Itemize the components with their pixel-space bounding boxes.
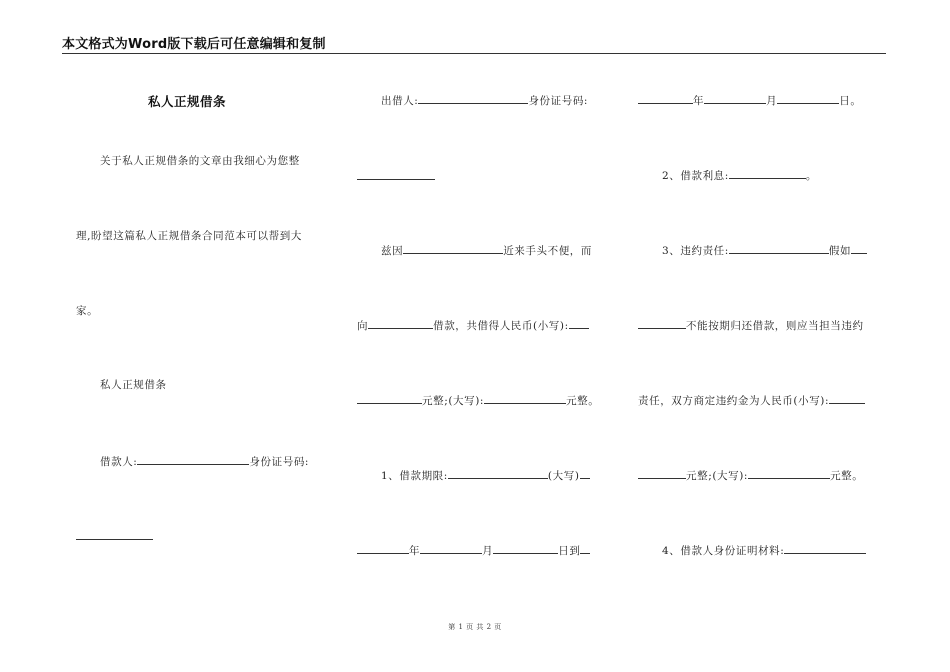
cannot-repay-text: 不能按期归还借款，则应当担当违约 (686, 320, 864, 332)
reason-line (381, 243, 592, 258)
penalty-small-cont-blank (638, 468, 686, 479)
liability-suffix: 假如 (828, 245, 852, 257)
day-to-label: 日到 (558, 545, 581, 557)
yuan-big-label: 元整。 (566, 395, 600, 407)
party-blank (638, 318, 686, 329)
term-start-date-line (357, 543, 590, 558)
document-header (62, 33, 886, 54)
start-month-blank (420, 543, 482, 554)
page-number: 第 1 页 共 2 页 (448, 623, 502, 631)
end-month-label: 月 (766, 95, 778, 107)
section-subtitle: 私人正规借条 (100, 379, 167, 391)
term-line (381, 468, 590, 483)
lender-line (381, 93, 588, 108)
term-end-date-line (638, 93, 861, 108)
yuan-small-label: 元整;(大写): (422, 395, 485, 407)
penalty-yuan-big: 元整。 (830, 470, 864, 482)
borrow-amount-label: 借款，共借得人民币(小写): (433, 320, 569, 332)
lender-blank (418, 93, 528, 104)
to-prefix: 向 (357, 320, 369, 332)
reason-suffix: 近来手头不便，而 (503, 245, 593, 257)
borrower-id-blank (76, 539, 153, 540)
id-docs-line (662, 543, 866, 558)
lender-id-label: 身份证号码: (528, 95, 589, 107)
term-big-blank (580, 468, 590, 479)
interest-line (662, 168, 817, 183)
term-label: 1、借款期限: (381, 470, 448, 482)
amount-big-blank (484, 393, 566, 404)
liability-blank (729, 243, 829, 254)
id-docs-label: 4、借款人身份证明材料: (662, 545, 785, 557)
document-title: 私人正规借条 (148, 94, 227, 109)
penalty-amount-line (638, 468, 863, 483)
end-day-label: 日。 (839, 95, 862, 107)
lender-id-blank (357, 179, 435, 180)
penalty-text: 责任，双方商定违约金为人民币(小写): (638, 395, 830, 407)
end-year-label: 年 (693, 95, 705, 107)
penalty-line (638, 393, 865, 408)
term-blank (448, 468, 548, 479)
header-text: 本文格式为Word版下载后可任意编辑和复制 (62, 37, 326, 52)
borrower-label: 借款人: (100, 456, 138, 468)
interest-blank (729, 168, 806, 179)
borrower-line (100, 454, 309, 469)
liability-line (662, 243, 867, 258)
penalty-yuan-small: 元整;(大写): (686, 470, 749, 482)
borrow-amount-line (357, 318, 589, 333)
end-day-blank (777, 93, 839, 104)
reason-prefix: 兹因 (381, 245, 404, 257)
end-cont-blank (580, 543, 590, 554)
penalty-small-blank (829, 393, 865, 404)
reason-blank (403, 243, 503, 254)
lender-name-blank (368, 318, 433, 329)
cannot-repay-line (638, 318, 864, 333)
start-month-label: 月 (482, 545, 494, 557)
intro-line-1: 关于私人正规借条的文章由我细心为您整 (100, 155, 300, 167)
term-big-label: (大写) (547, 470, 580, 482)
amount-line (357, 393, 599, 408)
lender-label: 出借人: (381, 95, 419, 107)
id-docs-blank (784, 543, 866, 554)
interest-label: 2、借款利息: (662, 170, 729, 182)
start-day-blank (493, 543, 558, 554)
interest-end: 。 (805, 170, 818, 182)
penalty-big-blank (748, 468, 830, 479)
end-month-blank (704, 93, 766, 104)
end-year-blank (638, 93, 693, 104)
borrower-blank (137, 454, 249, 465)
borrower-id-label: 身份证号码: (249, 456, 310, 468)
start-year-blank (357, 543, 409, 554)
start-year-label: 年 (409, 545, 421, 557)
intro-line-2: 理,盼望这篇私人正规借条合同范本可以帮到大 (76, 230, 302, 242)
intro-line-3: 家。 (76, 305, 99, 317)
amount-small-blank (569, 318, 589, 329)
amount-small-cont-blank (357, 393, 422, 404)
liability-label: 3、违约责任: (662, 245, 729, 257)
liability-cont-blank (851, 243, 867, 254)
